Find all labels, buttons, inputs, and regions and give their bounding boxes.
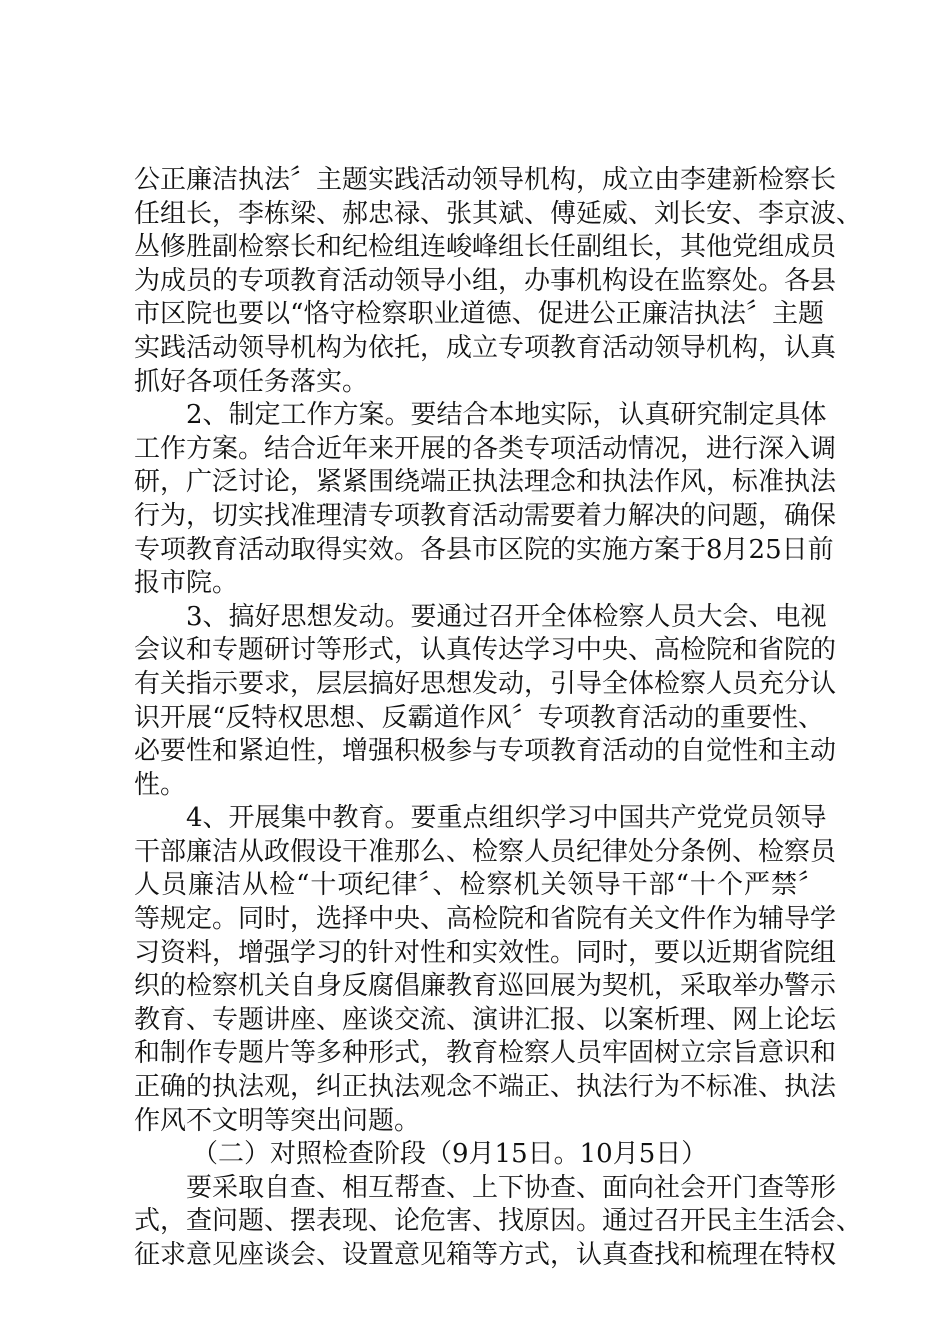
text-line: 行为，切实找准理清专项教育活动需要着力解决的问题，确保: [134, 500, 837, 531]
text-line: 为成员的专项教育活动领导小组，办事机构设在监察处。各县: [134, 265, 837, 296]
text-line: 任组长，李栋梁、郝忠禄、张其斌、傅延威、刘长安、李京波、: [134, 198, 863, 229]
text-line: 作风不文明等突出问题。: [134, 1105, 421, 1136]
section-heading: （二）对照检查阶段（9月15日。10月5日）: [192, 1139, 708, 1170]
text-line: 专项教育活动取得实效。各县市区院的实施方案于8月25日前: [134, 534, 834, 565]
text-line: 征求意见座谈会、设置意见箱等方式，认真查找和梳理在特权: [134, 1240, 837, 1270]
text-line: 公正廉洁执法〞主题实践活动领导机构，成立由李建新检察长: [134, 165, 837, 195]
text-line: 性。: [134, 769, 187, 800]
text-line: 人员廉洁从检“十项纪律〞、检察机关领导干部“十个严禁〞: [134, 870, 824, 901]
document-body: [134, 164, 863, 1273]
text-line: 抓好各项任务落实。: [134, 366, 369, 397]
paragraph-start-line: 4、开展集中教育。要重点组织学习中国共产党党员领导: [186, 803, 827, 834]
text-line: 工作方案。结合近年来开展的各类专项活动情况，进行深入调: [134, 433, 837, 464]
paragraph-start-line: 要采取自查、相互帮查、上下协查、面向社会开门查等形: [186, 1172, 837, 1203]
text-line: 式，查问题、摆表现、论危害、找原因。通过召开民主生活会、: [134, 1206, 863, 1237]
text-line: 丛修胜副检察长和纪检组连峻峰组长任副组长，其他党组成员: [134, 232, 837, 263]
text-line: 有关指示要求，层层搞好思想发动，引导全体检察人员充分认: [134, 668, 837, 699]
paragraph-start-line: 3、搞好思想发动。要通过召开全体检察人员大会、电视: [186, 601, 827, 632]
text-line: 必要性和紧迫性，增强积极参与专项教育活动的自觉性和主动: [134, 736, 837, 767]
text-line: 报市院。: [134, 568, 239, 599]
text-line: 教育、专题讲座、座谈交流、演讲汇报、以案析理、网上论坛: [134, 1004, 837, 1035]
text-line: 和制作专题片等多种形式，教育检察人员牢固树立宗旨意识和: [134, 1038, 837, 1069]
text-line: 市区院也要以“恪守检察职业道德、促进公正廉洁执法〞主题: [134, 299, 824, 330]
text-line: 等规定。同时，选择中央、高检院和省院有关文件作为辅导学: [134, 904, 837, 935]
text-line: 研，广泛讨论，紧紧围绕端正执法理念和执法作风，标准执法: [134, 467, 837, 498]
text-line: 识开展“反特权思想、反霸道作风〞专项教育活动的重要性、: [134, 702, 824, 733]
text-line: 习资料，增强学习的针对性和实效性。同时，要以近期省院组: [134, 937, 837, 968]
paragraph-start-line: 2、制定工作方案。要结合本地实际，认真研究制定具体: [186, 400, 827, 431]
text-line: 正确的执法观，纠正执法观念不端正、执法行为不标准、执法: [134, 1072, 837, 1103]
text-line: 会议和专题研讨等形式，认真传达学习中央、高检院和省院的: [134, 635, 837, 666]
text-line: 织的检察机关自身反腐倡廉教育巡回展为契机，采取举办警示: [134, 971, 837, 1002]
text-line: 干部廉洁从政假设干准那么、检察人员纪律处分条例、检察员: [134, 836, 837, 867]
text-line: 实践活动领导机构为依托，成立专项教育活动领导机构，认真: [134, 332, 837, 363]
